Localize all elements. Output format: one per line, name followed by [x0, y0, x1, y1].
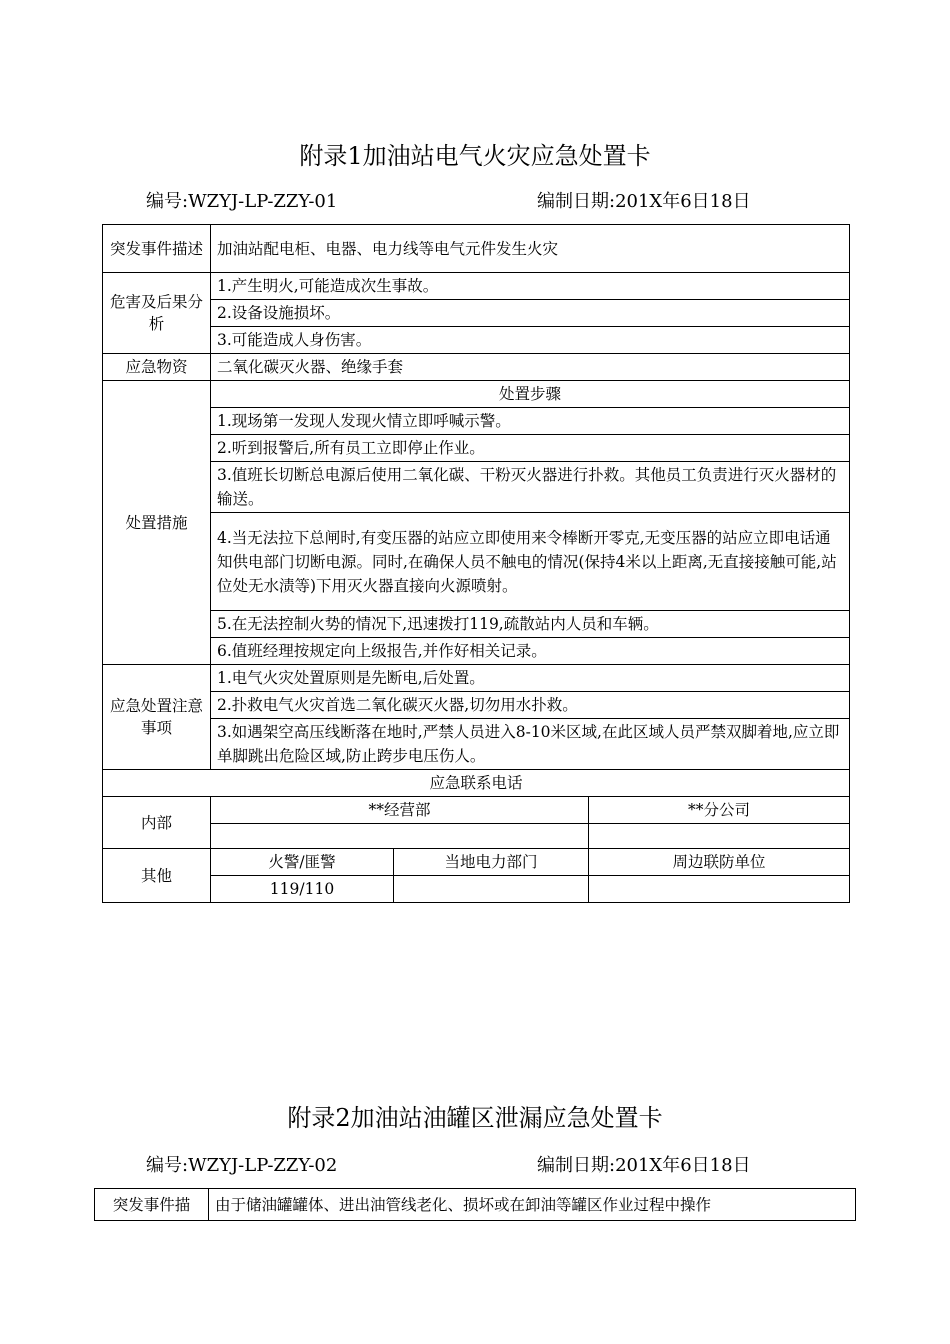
steps-header: 处置步骤 — [211, 381, 850, 408]
internal-col-branch: **分公司 — [589, 797, 850, 824]
other-value-fire-police: 119/110 — [211, 876, 394, 903]
card2-date: 编制日期:201X年6日18日 — [537, 1155, 751, 1176]
step-item: 5.在无法控制火势的情况下,迅速拨打119,疏散站内人员和车辆。 — [211, 611, 850, 638]
other-label: 其他 — [103, 849, 211, 903]
note-item: 3.如遇架空高压线断落在地时,严禁人员进入8-10米区域,在此区域人员严禁双脚着地,应立即单脚跳出危险区域,防止跨步电压伤人。 — [211, 719, 850, 770]
notes-label: 应急处置注意事项 — [103, 665, 211, 770]
hazard-item: 2.设备设施损坏。 — [211, 300, 850, 327]
other-value-power — [394, 876, 589, 903]
other-col-neighbors: 周边联防单位 — [589, 849, 850, 876]
other-value-neighbors — [589, 876, 850, 903]
internal-label: 内部 — [103, 797, 211, 849]
event-label: 突发事件描述 — [103, 225, 211, 273]
card2-event-label: 突发事件描 — [95, 1189, 209, 1221]
note-item: 2.扑救电气火灾首选二氧化碳灭火器,切勿用水扑救。 — [211, 692, 850, 719]
contacts-header: 应急联系电话 — [103, 770, 850, 797]
card2-table — [94, 1188, 856, 1221]
card1-code: 编号:WZYJ-LP-ZZY-01 — [146, 191, 338, 212]
step-item: 4.当无法拉下总闸时,有变压器的站应立即使用来令棒断开零克,无变压器的站应立即电话通知供电部门切断电源。同时,在确保人员不触电的情况(保持4米以上距离,无直接接触可能,站位处无水渍等)下用灭火器直接向火源喷射。 — [211, 513, 850, 611]
supplies-label: 应急物资 — [103, 354, 211, 381]
internal-value-business — [211, 824, 589, 849]
internal-value-branch — [589, 824, 850, 849]
hazard-label: 危害及后果分析 — [103, 273, 211, 354]
hazard-item: 3.可能造成人身伤害。 — [211, 327, 850, 354]
measures-label: 处置措施 — [103, 381, 211, 665]
card2-title: 附录2加油站油罐区泄漏应急处置卡 — [287, 1104, 663, 1132]
event-text: 加油站配电柜、电器、电力线等电气元件发生火灾 — [211, 225, 850, 273]
other-col-fire-police: 火警/匪警 — [211, 849, 394, 876]
other-col-power: 当地电力部门 — [394, 849, 589, 876]
hazard-item: 1.产生明火,可能造成次生事故。 — [211, 273, 850, 300]
step-item: 2.听到报警后,所有员工立即停止作业。 — [211, 435, 850, 462]
step-item: 6.值班经理按规定向上级报告,并作好相关记录。 — [211, 638, 850, 665]
step-item: 1.现场第一发现人发现火情立即呼喊示警。 — [211, 408, 850, 435]
card2-event-text: 由于储油罐罐体、进出油管线老化、损坏或在卸油等罐区作业过程中操作 — [209, 1189, 856, 1221]
supplies-text: 二氧化碳灭火器、绝缘手套 — [211, 354, 850, 381]
card1-date: 编制日期:201X年6日18日 — [537, 191, 751, 212]
step-item: 3.值班长切断总电源后使用二氧化碳、干粉灭火器进行扑救。其他员工负责进行灭火器材的输送。 — [211, 462, 850, 513]
card1-table — [102, 224, 850, 903]
internal-col-business: **经营部 — [211, 797, 589, 824]
note-item: 1.电气火灾处置原则是先断电,后处置。 — [211, 665, 850, 692]
card1-title: 附录1加油站电气火灾应急处置卡 — [299, 142, 651, 170]
card2-code: 编号:WZYJ-LP-ZZY-02 — [146, 1155, 338, 1176]
